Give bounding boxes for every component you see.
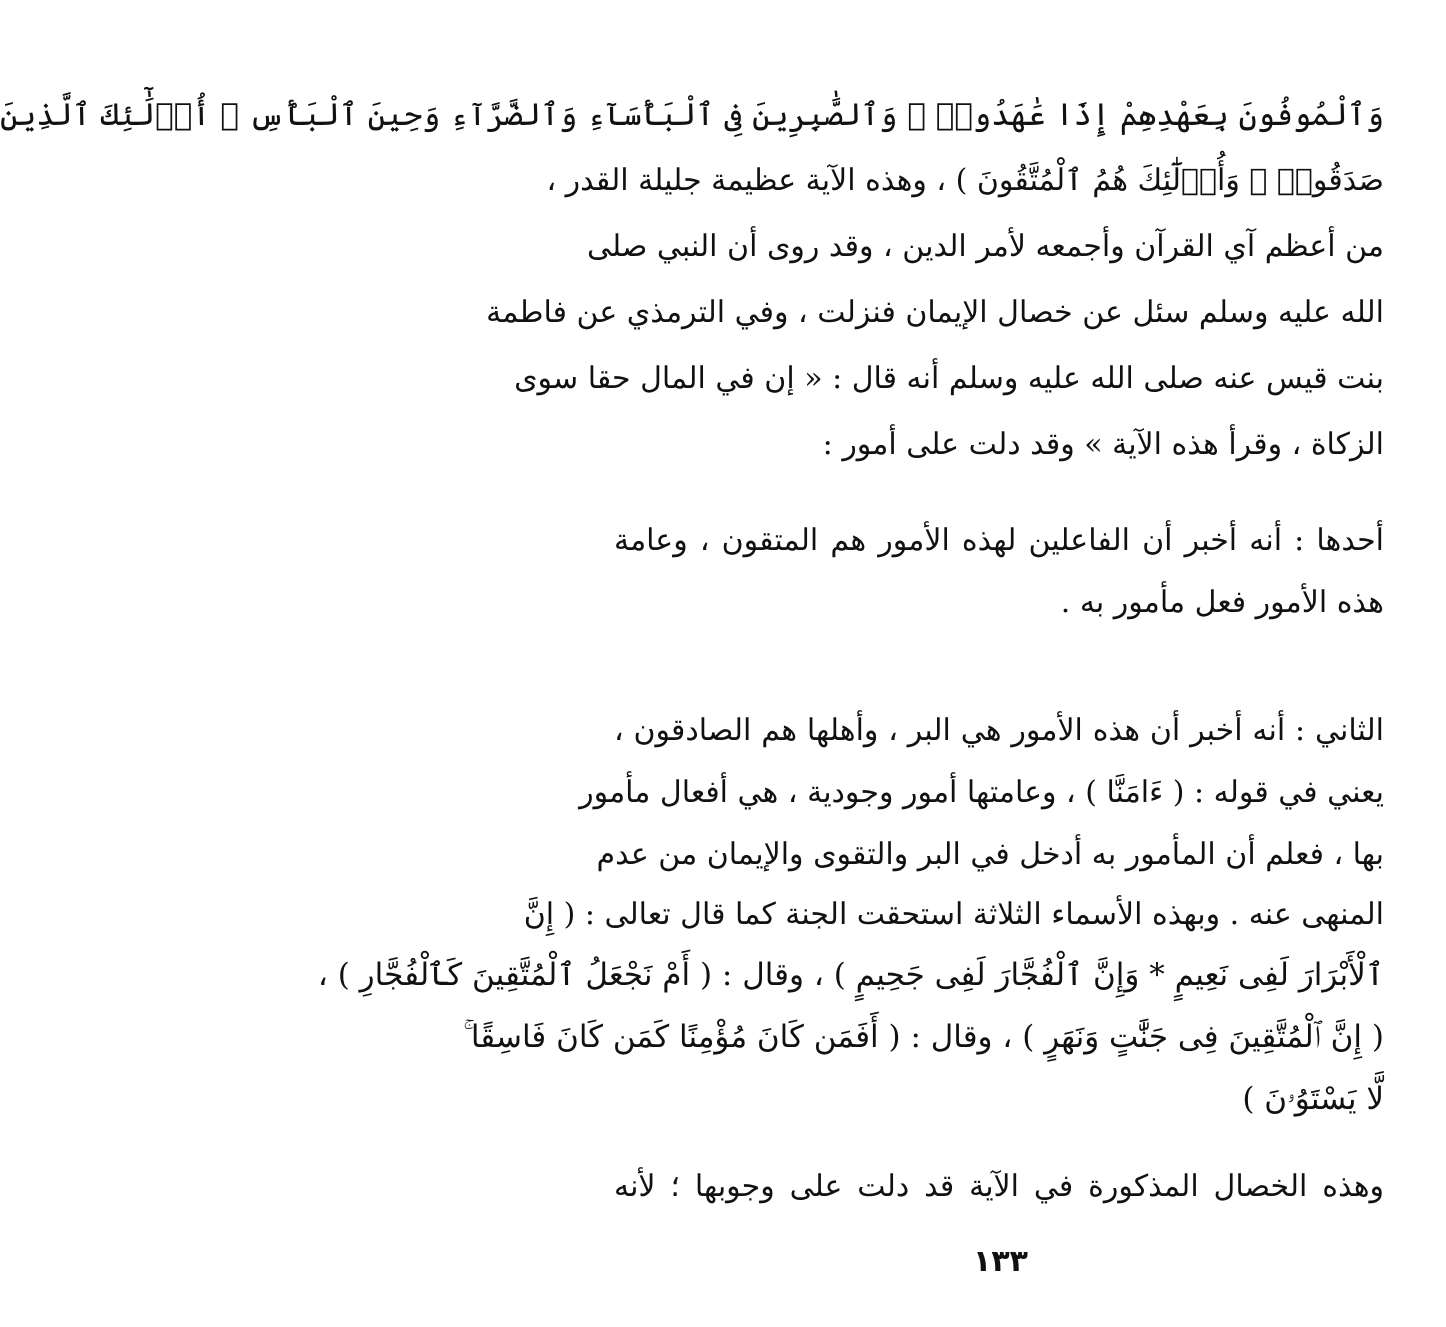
text-line-5: بنت قيس عنه صلى الله عليه وسلم أنه قال : « إن في المال حقا سوى <box>514 361 1384 396</box>
page-number: ١٣٣ <box>973 1244 1028 1279</box>
text-line-14: ( إِنَّ ٱلْمُتَّقِينَ فِى جَنَّٰتٍ وَنَهَرٍ ) ، وقال : ( أَفَمَن كَانَ مُؤْمِنًا كَمَن كَانَ فَاسِقًا ۚ <box>463 1019 1384 1055</box>
text-line-2: صَدَقُوا۟ ۖ وَأُو۟لَٰٓئِكَ هُمُ ٱلْمُتَّقُونَ ) ، وهذه الآية عظيمة جليلة القدر ، <box>546 163 1384 198</box>
text-line-4: الله عليه وسلم سئل عن خصال الإيمان فنزلت ، وفي الترمذي عن فاطمة <box>486 295 1384 330</box>
text-line-13: ٱلْأَبْرَارَ لَفِى نَعِيمٍ * وَإِنَّ ٱلْفُجَّارَ لَفِى جَحِيمٍ ) ، وقال : ( أَمْ نَجْعَلُ ٱلْمُتَّقِينَ كَٱلْفُجَّارِ ) ، <box>317 957 1384 993</box>
text-line-3: من أعظم آي القرآن وأجمعه لأمر الدين ، وقد روى أن النبي صلى <box>586 229 1384 264</box>
text-line-10: يعني في قوله : ( ءَامَنَّا ) ، وعامتها أمور وجودية ، هي أفعال مأمور <box>579 775 1384 810</box>
text-line-1: وَٱلْمُوفُونَ بِعَهْدِهِمْ إِذَا عَٰهَدُوا۟ ۖ وَٱلصَّٰبِرِينَ فِى ٱلْبَأْسَآءِ وَٱلضَّرَّآءِ وَحِينَ ٱلْبَأْسِ ۗ أُو۟لَٰٓئِكَ ٱلَّذِينَ <box>0 97 1384 133</box>
text-line-8: هذه الأمور فعل مأمور به . <box>1060 585 1384 620</box>
text-line-16: وهذه الخصال المذكورة في الآية قد دلت على وجوبها ؛ لأنه <box>614 1169 1384 1204</box>
text-line-12: المنهى عنه . وبهذه الأسماء الثلاثة استحقت الجنة كما قال تعالى : ( إِنَّ <box>523 897 1384 932</box>
text-line-11: بها ، فعلم أن المأمور به أدخل في البر والتقوى والإيمان من عدم <box>596 837 1384 872</box>
text-line-15: لَّا يَسْتَوُۥنَ ) <box>1242 1081 1384 1117</box>
text-line-9: الثاني : أنه أخبر أن هذه الأمور هي البر ، وأهلها هم الصادقون ، <box>614 713 1384 748</box>
text-line-7: أحدها : أنه أخبر أن الفاعلين لهذه الأمور هم المتقون ، وعامة <box>614 523 1384 558</box>
text-line-6: الزكاة ، وقرأ هذه الآية » وقد دلت على أمور : <box>822 427 1384 462</box>
